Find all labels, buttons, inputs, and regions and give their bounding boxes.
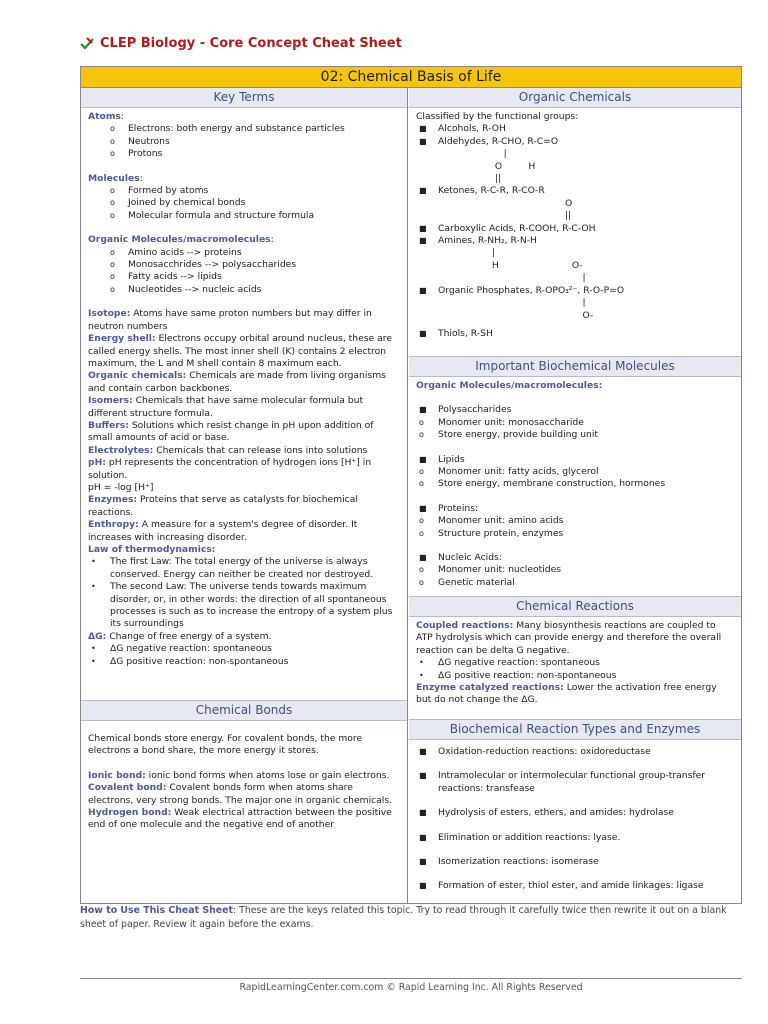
list-item: o Store energy, membrane construction, hormones	[419, 478, 666, 490]
page-title: CLEP Biology - Core Concept Cheat Sheet	[100, 36, 402, 51]
aldehyde-structure: | O H ||	[494, 148, 536, 185]
chemical-bonds-body	[81, 721, 407, 832]
bond-def: Covalent bond: Covalent bonds form when atoms share electrons, very strong bonds. The major one in organic chemicals.	[88, 782, 393, 806]
biochemical-molecules-heading: Important Biochemical Molecules	[409, 356, 741, 377]
list-item: ■ Intramolecular or intermolecular functional group-transfer reactions: transfease	[419, 770, 706, 794]
list-item: ■ Proteins:	[419, 502, 479, 514]
reaction-types-heading: Biochemical Reaction Types and Enzymes	[409, 719, 741, 740]
list-item: ■ Alcohols, R-OH	[419, 123, 506, 135]
definition: Buffers: Solutions which resist change in pH upon addition of small amounts of acid or base.	[88, 419, 374, 444]
reaction-types-list	[416, 746, 734, 893]
list-item: o Monomer unit: monosaccharide	[419, 416, 584, 428]
list-item: • ΔG negative reaction: spontaneous	[91, 643, 272, 655]
list-item: • The first Law: The total energy of the universe is always conserved. Energy can neither be created nor destroyed.	[91, 556, 374, 580]
definition-ph: pH: pH represents the concentration of hydrogen ions [H⁺] in solution.	[88, 457, 372, 481]
organic-chemicals-heading: Organic Chemicals	[409, 88, 741, 108]
footer-divider	[80, 978, 742, 979]
list-item: o Monosacchrides --> polysaccharides	[110, 259, 297, 271]
definition: Organic chemicals: Chemicals are made from living organisms and contain carbon backbones.	[88, 370, 386, 394]
definition: Energy shell: Electrons occupy orbital around nucleus, these are called energy shells. The most inner shell (K) contains 2 electron maximum, the L and M shell contain 8 maximum each.	[88, 333, 392, 369]
ketone-structure: O ||	[564, 197, 573, 222]
list-item: • The second Law: The universe tends towards maximum disorder, or, in other words: the direction of all spontaneous processes is such as to increase the entropy of a system plus its surroundings	[91, 581, 393, 630]
biochem-group	[416, 454, 734, 491]
list-item: o Fatty acids --> lipids	[110, 271, 222, 283]
bonds-intro: Chemical bonds store energy. For covalent bonds, the more electrons a bond share, the more energy it stores.	[88, 733, 363, 757]
right-column	[409, 88, 741, 903]
biochemical-molecules-body	[409, 377, 741, 596]
organic-intro: Classified by the functional groups:	[416, 111, 579, 122]
list-item: • ΔG negative reaction: spontaneous	[419, 657, 600, 669]
list-item: ■ Thiols, R-SH	[419, 327, 493, 339]
biochem-group	[416, 552, 734, 589]
list-item: o Nucleotides --> nucleic acids	[110, 283, 262, 295]
functional-groups-list	[416, 285, 734, 297]
list-item: ■ Amines, R-NH₂, R-N-H	[419, 235, 537, 247]
organic-list	[88, 247, 400, 297]
list-item: • ΔG positive reaction: non-spontaneous	[91, 655, 289, 667]
list-item: ■ Carboxylic Acids, R-COOH, R-C-OH	[419, 222, 596, 234]
chemical-reactions-heading: Chemical Reactions	[409, 596, 741, 617]
bond-def: Hydrogen bond: Weak electrical attraction between the positive end of one molecule and the negative end of another	[88, 807, 392, 831]
list-item: o Electrons: both energy and substance particles	[110, 123, 345, 135]
list-item: o Joined by chemical bonds	[110, 197, 246, 209]
enzyme-catalyzed: Enzyme catalyzed reactions: Lower the activation free energy but do not change the ΔG.	[416, 682, 717, 706]
definition: Enthropy: A measure for a system's degree of disorder. It increases with increasing disorder.	[88, 519, 358, 543]
left-column	[81, 88, 408, 903]
list-item: ■ Ketones, R-C-R, R-CO-R	[419, 185, 545, 197]
atoms-list	[88, 123, 400, 160]
list-item: o Monomer unit: fatty acids, glycerol	[419, 466, 599, 478]
chemical-bonds-heading: Chemical Bonds	[81, 700, 407, 721]
list-item: o Structure protein, enzymes	[419, 527, 564, 539]
chemical-reactions-body	[409, 617, 741, 719]
functional-groups-list	[416, 328, 734, 340]
reactions-list	[416, 657, 734, 682]
list-item: ■ Nucleic Acids:	[419, 552, 502, 564]
amine-structure: | H O- |	[491, 247, 586, 284]
organic-chemicals-body	[409, 108, 741, 356]
term-atoms: Atoms	[88, 111, 121, 122]
list-item: ■ Oxidation-reduction reactions: oxidoreductase	[419, 746, 651, 757]
list-item: o Amino acids --> proteins	[110, 246, 242, 258]
check-pencil-icon	[80, 37, 94, 51]
term-molecules: Molecules	[88, 172, 140, 184]
phosphate-structure: | O-	[582, 297, 594, 321]
definition-dg: ΔG: Change of free energy of a system.	[88, 630, 272, 642]
list-item: o Molecular formula and structure formula	[110, 209, 315, 221]
list-item: o Store energy, provide building unit	[419, 429, 598, 441]
thermo-list	[88, 556, 400, 630]
list-item: o Monomer unit: amino acids	[419, 515, 564, 527]
list-item: o Protons	[110, 148, 163, 160]
list-item: ■ Lipids	[419, 453, 465, 465]
how-to-use-note: How to Use This Cheat Sheet: These are the keys related this topic. Try to read through it carefully twice then rewrite it out on a blank sheet of paper. Review it again before the exams.	[80, 905, 727, 930]
definition: Electrolytes: Chemicals that can release ions into solutions	[88, 444, 368, 456]
molecules-list	[88, 185, 400, 222]
ph-formula: pH = -log [H⁺]	[88, 481, 154, 493]
definition: Isotope: Atoms have same proton numbers but may differ in neutron numbers	[88, 308, 372, 332]
functional-groups-list	[416, 185, 734, 197]
list-item: ■ Aldehydes, R-CHO, R-C=O	[419, 135, 559, 147]
definition: Isomers: Chemicals that have same molecular formula but different structure formula.	[88, 395, 364, 419]
biochem-group	[416, 404, 734, 441]
dg-list	[88, 643, 400, 668]
list-item: • ΔG positive reaction: non-spontaneous	[419, 669, 617, 681]
list-item: o Genetic material	[419, 576, 515, 588]
list-item: ■ Organic Phosphates, R-OPO₃²⁻, R-O-P=O	[419, 284, 625, 296]
functional-groups-list	[416, 223, 734, 248]
list-item: o Monomer unit: nucleotides	[419, 564, 562, 576]
term-organic-molecules: Organic Molecules/macromolecules	[88, 234, 271, 246]
list-item: ■ Formation of ester, thiol ester, and amide linkages: ligase	[419, 880, 704, 892]
cheat-sheet	[80, 66, 742, 904]
list-item: o Neutrons	[110, 135, 170, 147]
biochem-group	[416, 503, 734, 540]
list-item: ■ Polysaccharides	[419, 404, 512, 416]
reaction-types-body	[409, 740, 741, 893]
list-item: ■ Hydrolysis of esters, ethers, and amides: hydrolase	[419, 807, 674, 819]
definition: Enzymes: Proteins that serve as catalysts for biochemical reactions.	[88, 494, 358, 518]
sheet-title: 02: Chemical Basis of Life	[81, 67, 741, 88]
list-item: ■ Isomerization reactions: isomerase	[419, 856, 599, 868]
copyright: RapidLearningCenter.com.com © Rapid Learning Inc. All Rights Reserved	[239, 982, 583, 993]
functional-groups-list	[416, 123, 734, 148]
key-terms-heading: Key Terms	[81, 88, 407, 108]
term-thermodynamics: Law of thermodynamics:	[88, 544, 216, 555]
sheet-header	[80, 36, 402, 51]
coupled-reactions: Coupled reactions: Many biosynthesis reactions are coupled to ATP hydrolysis which can provide energy and therefore the overall reaction can be delta G negative.	[416, 620, 722, 656]
list-item: ■ Elimination or addition reactions: lyase.	[419, 831, 621, 843]
list-item: o Formed by atoms	[110, 185, 209, 197]
key-terms-body: Atoms: o Electrons: both energy and substance particles o Neutrons o Protons Molecules: o Formed by atoms o Joined by chemical bonds o Molecular formula and structure formula Organic Molecules/macromolecules: o Amino acids --> proteins o Monosacchrides --> polysaccharides o Fatty acids --> lipids o Nucleotides --> nucleic acids Isotope: Atoms have same proton numbers but may differ in neutron numbers Energy shell: Electrons occupy orbital around nucleus, these are called energy shells. The most inner shell (K) contains 2 electron maximum, the L and M shell contain 8 maximum each. Organic chemicals: Chemicals are made from living organisms and contain carbon backbones. Isomers: Chemicals that have same molecular formula but different structure formula. Buffers: Solutions which resist change in pH upon addition of small amounts of acid or base. Electrolytes: Chemicals that can release ions into solutions pH: pH represents the concentration of hydrogen ions [H⁺] in solution. pH = -log [H⁺] Enzymes: Proteins that serve as catalysts for biochemical reactions. Enthropy: A measure for a system's degree of disorder. It increases with increasing disorder. Law of thermodynamics: • The first Law: The total energy of the universe is always conserved. Energy can neither be created nor destroyed. • The second Law: The universe tends towards maximum disorder, or, in other words: the direction of all spontaneous processes is such as to increase the entropy of a system plus its surroundings ΔG: Change of free energy of a system. • ΔG negative reaction: spontaneous • ΔG positive reaction: non-spontaneous	[81, 108, 407, 700]
bond-def: Ionic bond: ionic bond forms when atoms lose or gain electrons.	[88, 769, 390, 781]
biochem-subheading: Organic Molecules/macromolecules:	[416, 380, 603, 391]
